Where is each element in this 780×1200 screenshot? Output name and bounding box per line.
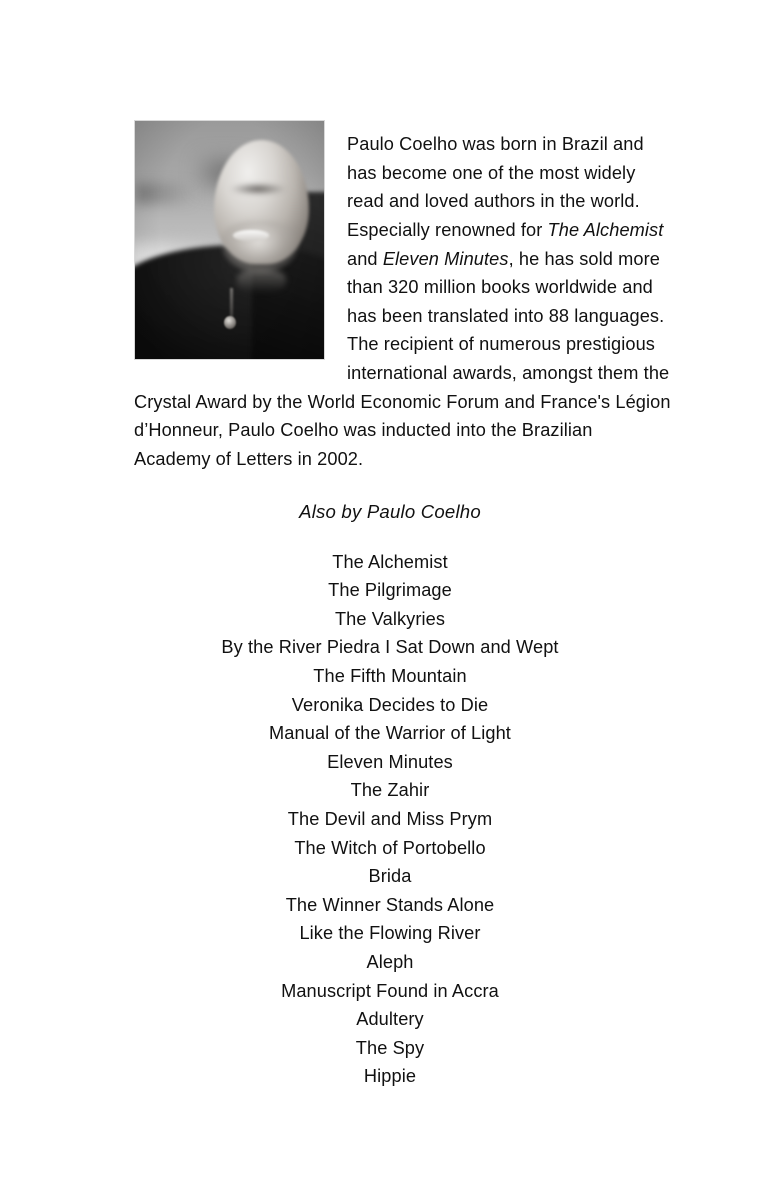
book-list-item: By the River Piedra I Sat Down and Wept — [221, 637, 559, 658]
also-by-heading: Also by Paulo Coelho — [299, 501, 481, 522]
book-list-item: The Spy — [355, 1037, 425, 1058]
bio-segment-3: , he has sold more than 320 million books worldwide and has been translated into 88 languages. The recipient of numerous prestigious international awards, amongst them the Crystal Award by the World Economic Forum and France's Légion d’Honneur, Paulo Coelho was inducted into the Brazilian Academy of Letters in 2002. — [134, 248, 671, 469]
bio-title-eleven-minutes: Eleven Minutes — [382, 248, 509, 269]
author-portrait-photo — [134, 120, 325, 360]
book-list-item: The Valkyries — [334, 608, 446, 629]
book-list-item: The Fifth Mountain — [313, 665, 467, 686]
book-list-item: Hippie — [363, 1066, 417, 1087]
book-list-item: The Devil and Miss Prym — [287, 808, 493, 829]
book-list-item: The Alchemist — [332, 551, 448, 572]
also-by-section — [0, 498, 780, 1091]
author-bio-block — [134, 112, 672, 492]
book-list-item: Adultery — [356, 1009, 424, 1030]
also-by-book-list — [0, 548, 780, 1091]
book-list-item: Aleph — [366, 951, 414, 972]
book-list-item: The Witch of Portobello — [294, 837, 486, 858]
book-list-item: Manuscript Found in Accra — [281, 980, 499, 1001]
photo-vignette — [135, 121, 324, 359]
book-list-item: Veronika Decides to Die — [291, 694, 489, 715]
bio-segment-2: and — [347, 248, 383, 269]
book-list-item: Eleven Minutes — [327, 751, 453, 772]
book-list-item: Manual of the Warrior of Light — [269, 723, 511, 744]
bio-title-the-alchemist: The Alchemist — [547, 219, 664, 240]
book-list-item: The Zahir — [350, 780, 430, 801]
book-list-item: Like the Flowing River — [299, 923, 481, 944]
book-list-item: The Winner Stands Alone — [285, 894, 495, 915]
book-list-item: The Pilgrimage — [328, 580, 452, 601]
bio-segment-1: Paulo Coelho was born in Brazil and has become one of the most widely read and loved authors in the world. Especially renowned for — [347, 134, 644, 240]
book-list-item: Brida — [368, 866, 412, 887]
